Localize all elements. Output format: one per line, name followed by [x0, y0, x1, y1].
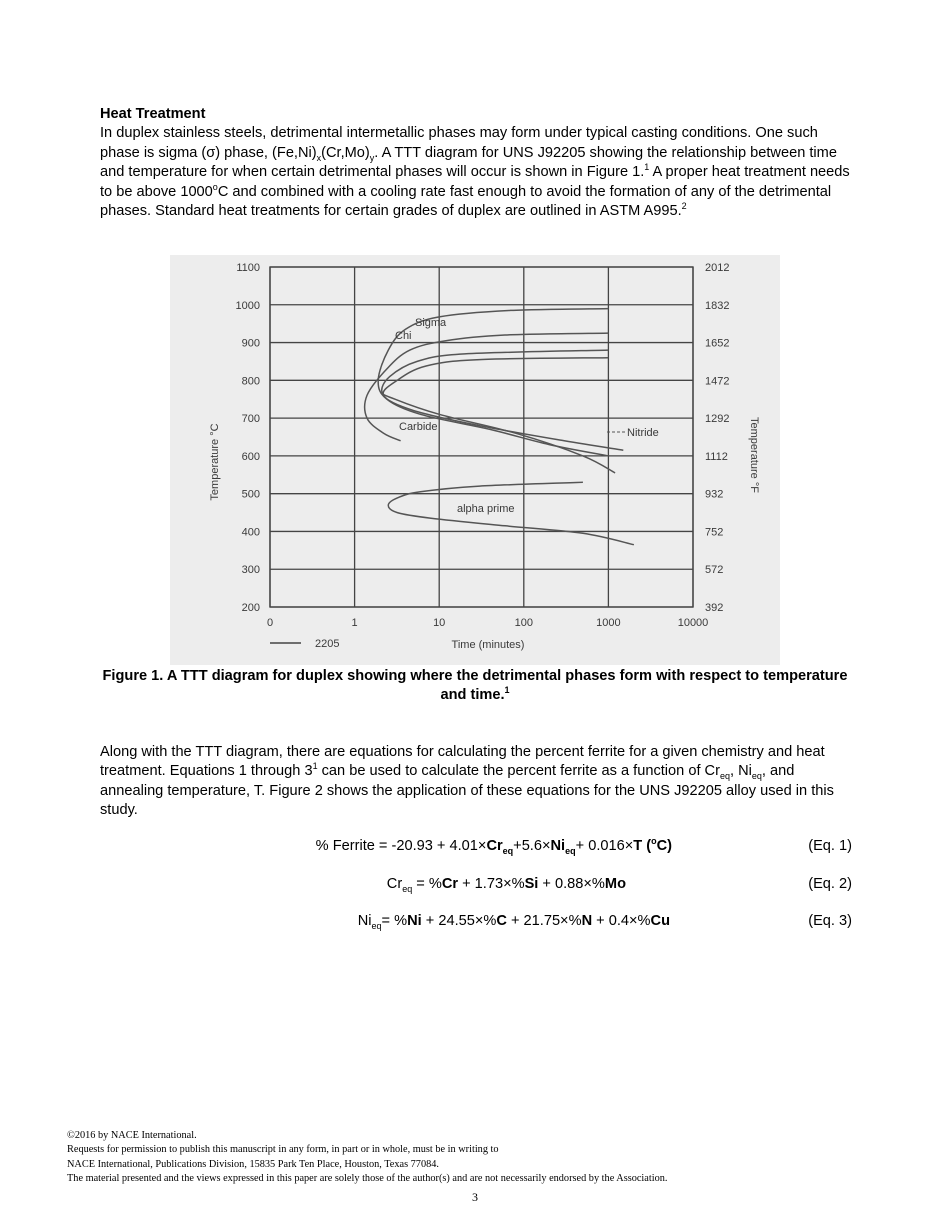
disclaimer-line: The material presented and the views expressed in this paper are solely those of the author(s) and are not necessarily endorsed by the Association. — [67, 1172, 668, 1184]
equation-3-number: (Eq. 3) — [808, 913, 852, 929]
y2-tick-label: 572 — [705, 564, 724, 577]
subscript: x — [316, 152, 322, 163]
section-heading: Heat Treatment — [100, 106, 206, 122]
y-tick-label: 200 — [241, 602, 260, 614]
equation-1-expression: % Ferrite = $-20.93 + 4.01\times Cr_{eq}+5.6\times Ni_{eq}+ 0.016\times T$ ($^o$C) — [315, 836, 672, 856]
paragraph-text: C and combined with a cooling rate fast enough to avoid the formation of any of the detrimental phases. Standard heat treatments for certain grades of duplex are outlined in ASTM A995. — [100, 183, 832, 220]
annotation-chi: Chi — [395, 330, 412, 342]
ttt-diagram-figure — [170, 255, 780, 665]
paragraph-text: A proper heat treatment needs to be above 1000 — [100, 164, 850, 200]
annotation-sigma: Sigma — [415, 317, 447, 329]
heat-treatment-section — [100, 105, 860, 221]
x-tick-label: 10 — [433, 617, 446, 629]
y-tick-label: 300 — [241, 564, 260, 577]
y2-tick-label: 1652 — [705, 337, 730, 350]
reference-mark: 1 — [312, 761, 318, 772]
caption-text: Figure 1. A TTT diagram for duplex showing where the detrimental phases form with respect to temperature and time. — [102, 668, 848, 704]
x-tick-label: 10000 — [677, 617, 709, 629]
annotation-carbide: Carbide — [399, 421, 438, 433]
permission-line: Requests for permission to publish this manuscript in any form, in part or in whole, must be in writing to — [67, 1144, 499, 1156]
legend-label: 2205 — [315, 638, 340, 650]
subscript: eq — [751, 771, 762, 782]
ttt-chart — [170, 255, 780, 665]
degree-mark: o — [212, 181, 218, 192]
curve-carbide — [383, 358, 623, 451]
paragraph-text: . A TTT diagram for UNS J92205 showing the relationship between time and temperature for when certain detrimental phases will occur is shown in Figure 1. — [100, 144, 837, 181]
x-tick-label: 1 — [351, 617, 358, 629]
paragraph-text: , Ni — [729, 763, 752, 780]
x-axis-title: Time (minutes) — [451, 639, 525, 651]
subscript: y — [369, 152, 375, 163]
reference-mark: 1 — [504, 685, 510, 696]
equation-3-expression: $Ni_{eq}= \%Ni + 24.55\times\%C + 21.75\times\%N + 0.4\times\%Cu$ — [357, 913, 670, 931]
equation-2-expression: $Cr_{eq} = \%Cr + 1.73\times\%Si + 0.88\times\%Mo$ — [386, 876, 626, 894]
curve-sigma — [378, 309, 608, 456]
page-number: 3 — [472, 1190, 478, 1204]
paragraph-text: Along with the TTT diagram, there are equations for calculating the percent ferrite for a given chemistry and heat treatment. Equations 1 through 3 — [100, 744, 825, 780]
annotation-alpha-prime: alpha prime — [457, 503, 515, 515]
y2-tick-label: 752 — [705, 526, 724, 539]
copyright-line: ©2016 by NACE International. — [67, 1130, 197, 1141]
x-tick-label: 100 — [514, 617, 533, 629]
y-tick-label: 700 — [241, 413, 260, 426]
equation-1 — [100, 838, 852, 860]
equation-2-number: (Eq. 2) — [808, 876, 852, 892]
y-tick-label: 600 — [241, 450, 260, 463]
y2-tick-label: 2012 — [705, 262, 730, 274]
y2-axis-title: Temperature °F — [748, 417, 760, 493]
y-axis-title: Temperature °C — [209, 423, 221, 501]
paragraph-text: , and annealing temperature, T. Figure 2 shows the application of these equations for the UNS J92205 alloy used in this study. — [100, 763, 834, 819]
y2-tick-label: 932 — [705, 488, 724, 501]
y2-tick-label: 1292 — [705, 413, 730, 426]
subscript: eq — [719, 771, 730, 782]
paragraph-text: (Cr,Mo) — [321, 144, 370, 161]
y-tick-label: 400 — [241, 526, 260, 539]
y-tick-label: 500 — [241, 488, 260, 501]
footer — [67, 1129, 887, 1186]
paragraph-text: can be used to calculate the percent ferrite as a function of Cr — [317, 763, 720, 780]
ferrite-paragraph — [100, 743, 860, 821]
y-tick-label: 1100 — [236, 262, 260, 274]
annotation-nitride: Nitride — [627, 427, 659, 439]
x-tick-label: 0 — [266, 617, 274, 629]
y2-tick-label: 392 — [705, 602, 724, 614]
reference-mark: 1 — [644, 162, 650, 173]
paragraph-text: In duplex stainless steels, detrimental intermetallic phases may form under typical casting conditions. One such phase is sigma (σ) phase, (Fe,Ni) — [100, 125, 818, 161]
y-tick-label: 900 — [241, 337, 260, 350]
y2-tick-label: 1472 — [705, 375, 730, 388]
y2-tick-label: 1112 — [705, 450, 728, 463]
y2-tick-label: 1832 — [705, 299, 730, 312]
figure-caption — [100, 667, 850, 706]
address-line: NACE International, Publications Division, 15835 Park Ten Place, Houston, Texas 77084. — [67, 1158, 439, 1170]
equation-3 — [100, 913, 852, 935]
y-tick-label: 1000 — [235, 299, 260, 312]
y-tick-label: 800 — [241, 375, 260, 388]
reference-mark: 2 — [681, 201, 687, 212]
equation-2 — [100, 876, 852, 898]
x-tick-label: 1000 — [596, 617, 621, 629]
equation-1-number: (Eq. 1) — [808, 838, 852, 854]
